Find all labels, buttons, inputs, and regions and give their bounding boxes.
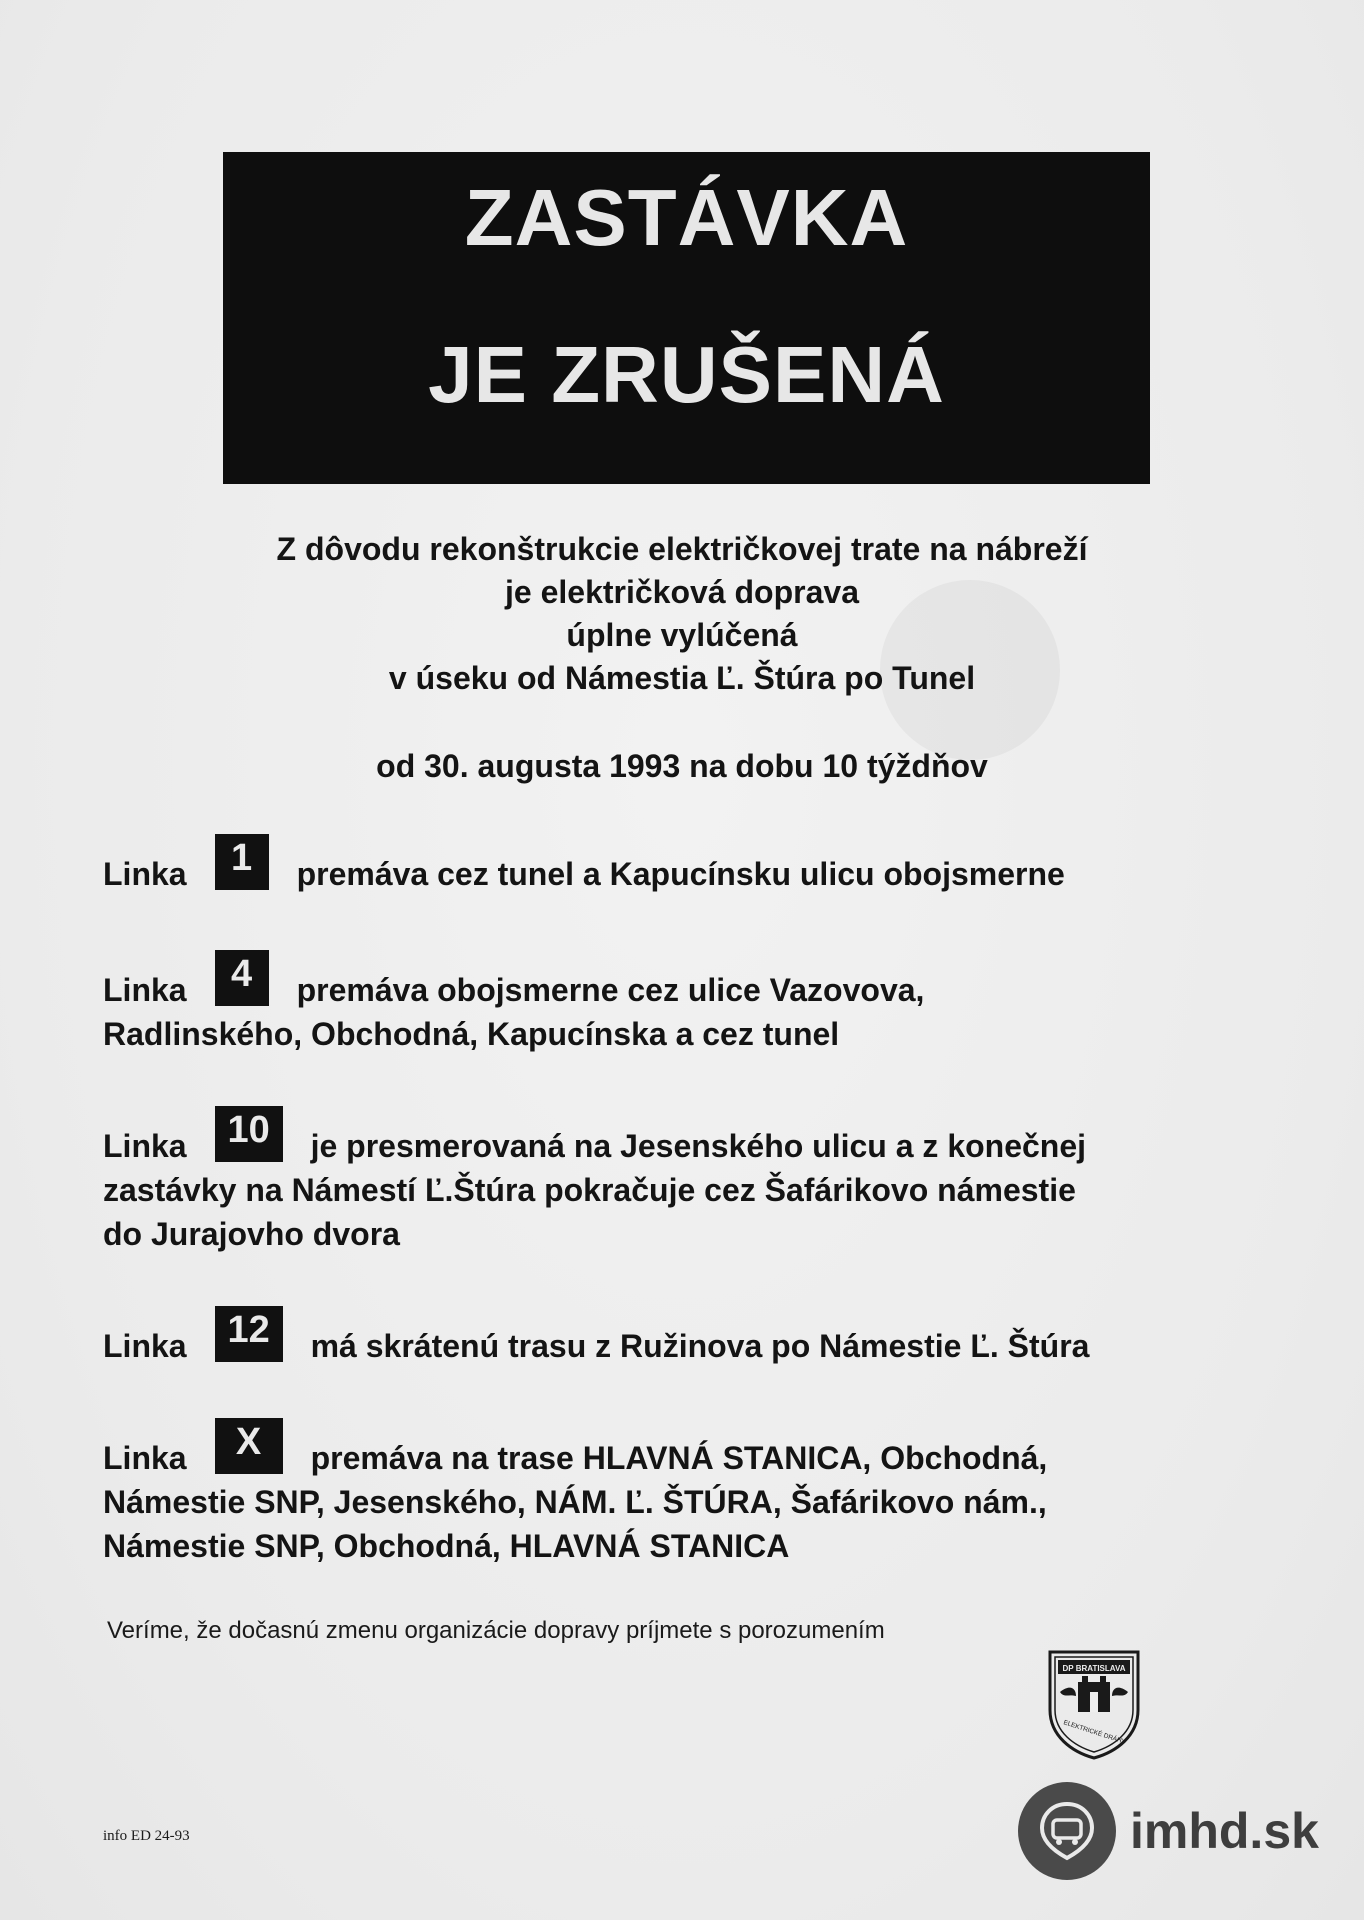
line-description-cont: zastávky na Námestí Ľ.Štúra pokračuje cez Šafárikovo námestie: [103, 1172, 1076, 1208]
line-number-badge: X: [215, 1418, 283, 1474]
closing-note: Veríme, že dočasnú zmenu organizácie dopravy príjmete s porozumením: [107, 1617, 885, 1644]
title-block: [223, 152, 1150, 484]
line-number-badge: 10: [215, 1106, 283, 1162]
info-code: info ED 24-93: [103, 1828, 190, 1844]
line-description-cont: do Jurajovho dvora: [103, 1216, 400, 1252]
line-description: premáva cez tunel a Kapucínsku ulicu obojsmerne: [296, 856, 1065, 892]
intro-paragraph: [150, 528, 1214, 700]
seal-bottom-text: ELEKTRICKÉ DRÁHY: [1062, 1719, 1127, 1746]
intro-line-1: Z dôvodu rekonštrukcie električkovej trate na nábreží: [276, 531, 1088, 567]
date-line: od 30. augusta 1993 na dobu 10 týždňov: [376, 748, 988, 784]
line-description: je presmerovaná na Jesenského ulicu a z konečnej: [310, 1128, 1087, 1164]
line-label: Linka: [103, 856, 187, 892]
intro-line-4: v úseku od Námestia Ľ. Štúra po Tunel: [388, 660, 976, 696]
line-description: má skrátenú trasu z Ružinova po Námestie Ľ. Štúra: [310, 1328, 1090, 1364]
intro-line-2: je električková doprava: [505, 574, 859, 610]
intro-line-3: úplne vylúčená: [566, 617, 798, 653]
line-number-badge: 4: [215, 950, 269, 1006]
line-number-badge: 1: [215, 834, 269, 890]
line-entry-10: [103, 1106, 1283, 1256]
line-label: Linka: [103, 1440, 187, 1476]
line-description: premáva obojsmerne cez ulice Vazovova,: [296, 972, 925, 1008]
line-description-cont: Námestie SNP, Jesenského, NÁM. Ľ. ŠTÚRA, Šafárikovo nám.,: [103, 1484, 1047, 1520]
line-entry-4: [103, 950, 1283, 1056]
imhd-watermark[interactable]: [1018, 1782, 1319, 1880]
line-description-cont: Námestie SNP, Obchodná, HLAVNÁ STANICA: [103, 1528, 790, 1564]
line-label: Linka: [103, 1128, 187, 1164]
line-label: Linka: [103, 972, 187, 1008]
line-label: Linka: [103, 1328, 187, 1364]
imhd-watermark-text: imhd.sk: [1130, 1803, 1319, 1859]
imhd-logo-icon: [1018, 1782, 1116, 1880]
title-line-1: ZASTÁVKA: [464, 173, 909, 262]
line-entry-x: [103, 1418, 1283, 1568]
seal-top-text: DP BRATISLAVA: [1062, 1664, 1126, 1673]
line-number-badge: 12: [215, 1306, 283, 1362]
line-description: premáva na trase HLAVNÁ STANICA, Obchodná,: [310, 1440, 1048, 1476]
line-entry-1: [103, 834, 1283, 896]
line-entry-12: [103, 1306, 1283, 1368]
title-line-2: JE ZRUŠENÁ: [428, 330, 945, 419]
dp-bratislava-seal-icon: [1046, 1648, 1142, 1760]
line-description-cont: Radlinského, Obchodná, Kapucínska a cez tunel: [103, 1016, 840, 1052]
